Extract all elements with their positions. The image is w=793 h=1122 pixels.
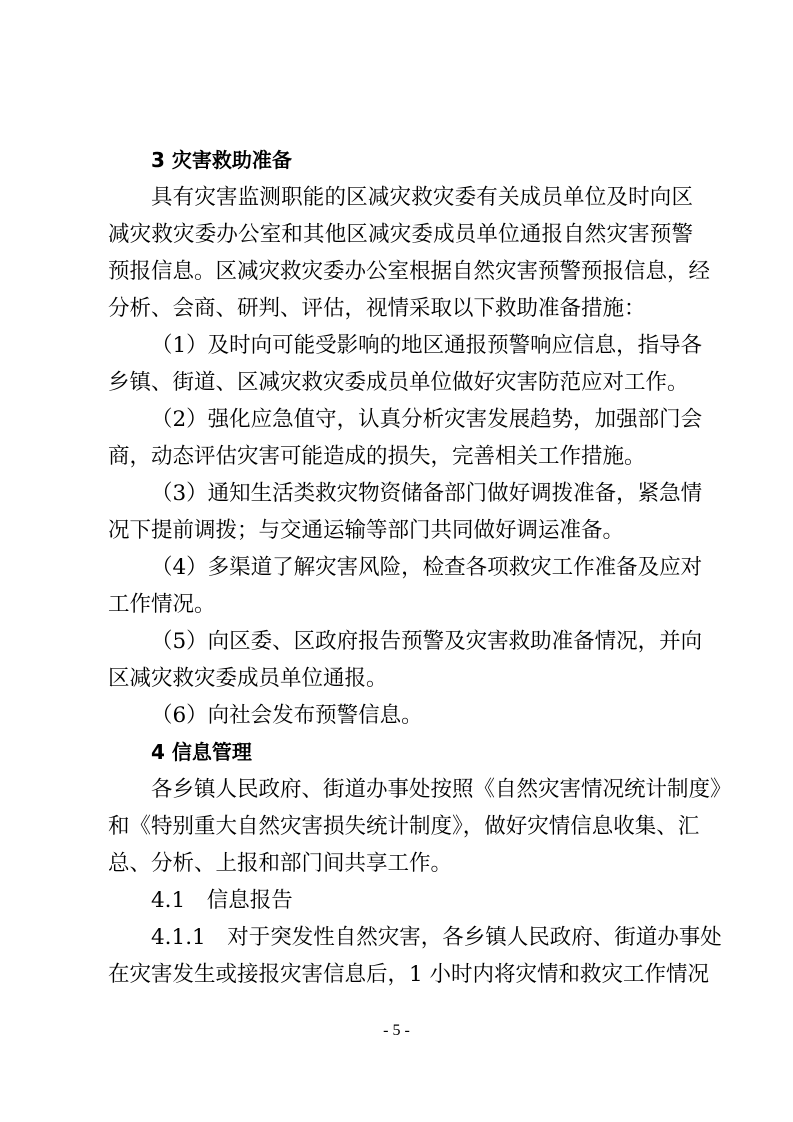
list-item-3: （3）通知生活类救灾物资储备部门做好调拨准备，紧急情 bbox=[151, 481, 703, 506]
section-heading-3: 3 灾害救助准备 bbox=[151, 148, 292, 172]
subsection-heading-4-1: 4.1 信息报告 bbox=[151, 888, 293, 913]
list-item-6: （6）向社会发布预警信息。 bbox=[151, 703, 423, 728]
list-item-1: （1）及时向可能受影响的地区通报预警响应信息，指导各 bbox=[151, 333, 703, 358]
list-item-5: （5）向区委、区政府报告预警及灾害救助准备情况，并向 bbox=[151, 629, 703, 654]
list-item-5-cont: 区减灾救灾委成员单位通报。 bbox=[108, 666, 388, 691]
paragraph-line: 分析、会商、研判、评估，视情采取以下救助准备措施： bbox=[108, 296, 646, 321]
paragraph-line: 具有灾害监测职能的区减灾救灾委有关成员单位及时向区 bbox=[151, 185, 693, 210]
paragraph-line: 各乡镇人民政府、街道办事处按照《自然灾害情况统计制度》 bbox=[151, 777, 732, 802]
list-item-4: （4）多渠道了解灾害风险，检查各项救灾工作准备及应对 bbox=[151, 555, 703, 580]
document-body bbox=[108, 142, 732, 993]
section-heading-4: 4 信息管理 bbox=[151, 740, 252, 764]
list-item-2-cont: 商，动态评估灾害可能造成的损失，完善相关工作措施。 bbox=[108, 444, 646, 469]
paragraph-line: 总、分析、上报和部门间共享工作。 bbox=[108, 851, 453, 876]
page-number: - 5 - bbox=[383, 1022, 410, 1039]
list-item-4-cont: 工作情况。 bbox=[108, 592, 216, 617]
paragraph-line: 减灾救灾委办公室和其他区减灾委成员单位通报自然灾害预警 bbox=[108, 222, 693, 247]
paragraph-line: 预报信息。区减灾救灾委办公室根据自然灾害预警预报信息，经 bbox=[108, 259, 711, 284]
list-item-1-cont: 乡镇、街道、区减灾救灾委成员单位做好灾害防范应对工作。 bbox=[108, 370, 689, 395]
paragraph-line: 4.1.1 对于突发性自然灾害，各乡镇人民政府、街道办事处 bbox=[151, 925, 722, 950]
paragraph-line: 在灾害发生或接报灾害信息后，1 小时内将灾情和救灾工作情况 bbox=[108, 962, 710, 987]
list-item-3-cont: 况下提前调拨；与交通运输等部门共同做好调运准备。 bbox=[108, 518, 625, 543]
list-item-2: （2）强化应急值守，认真分析灾害发展趋势，加强部门会 bbox=[151, 407, 703, 432]
paragraph-line: 和《特别重大自然灾害损失统计制度》，做好灾情信息收集、汇 bbox=[108, 814, 700, 839]
